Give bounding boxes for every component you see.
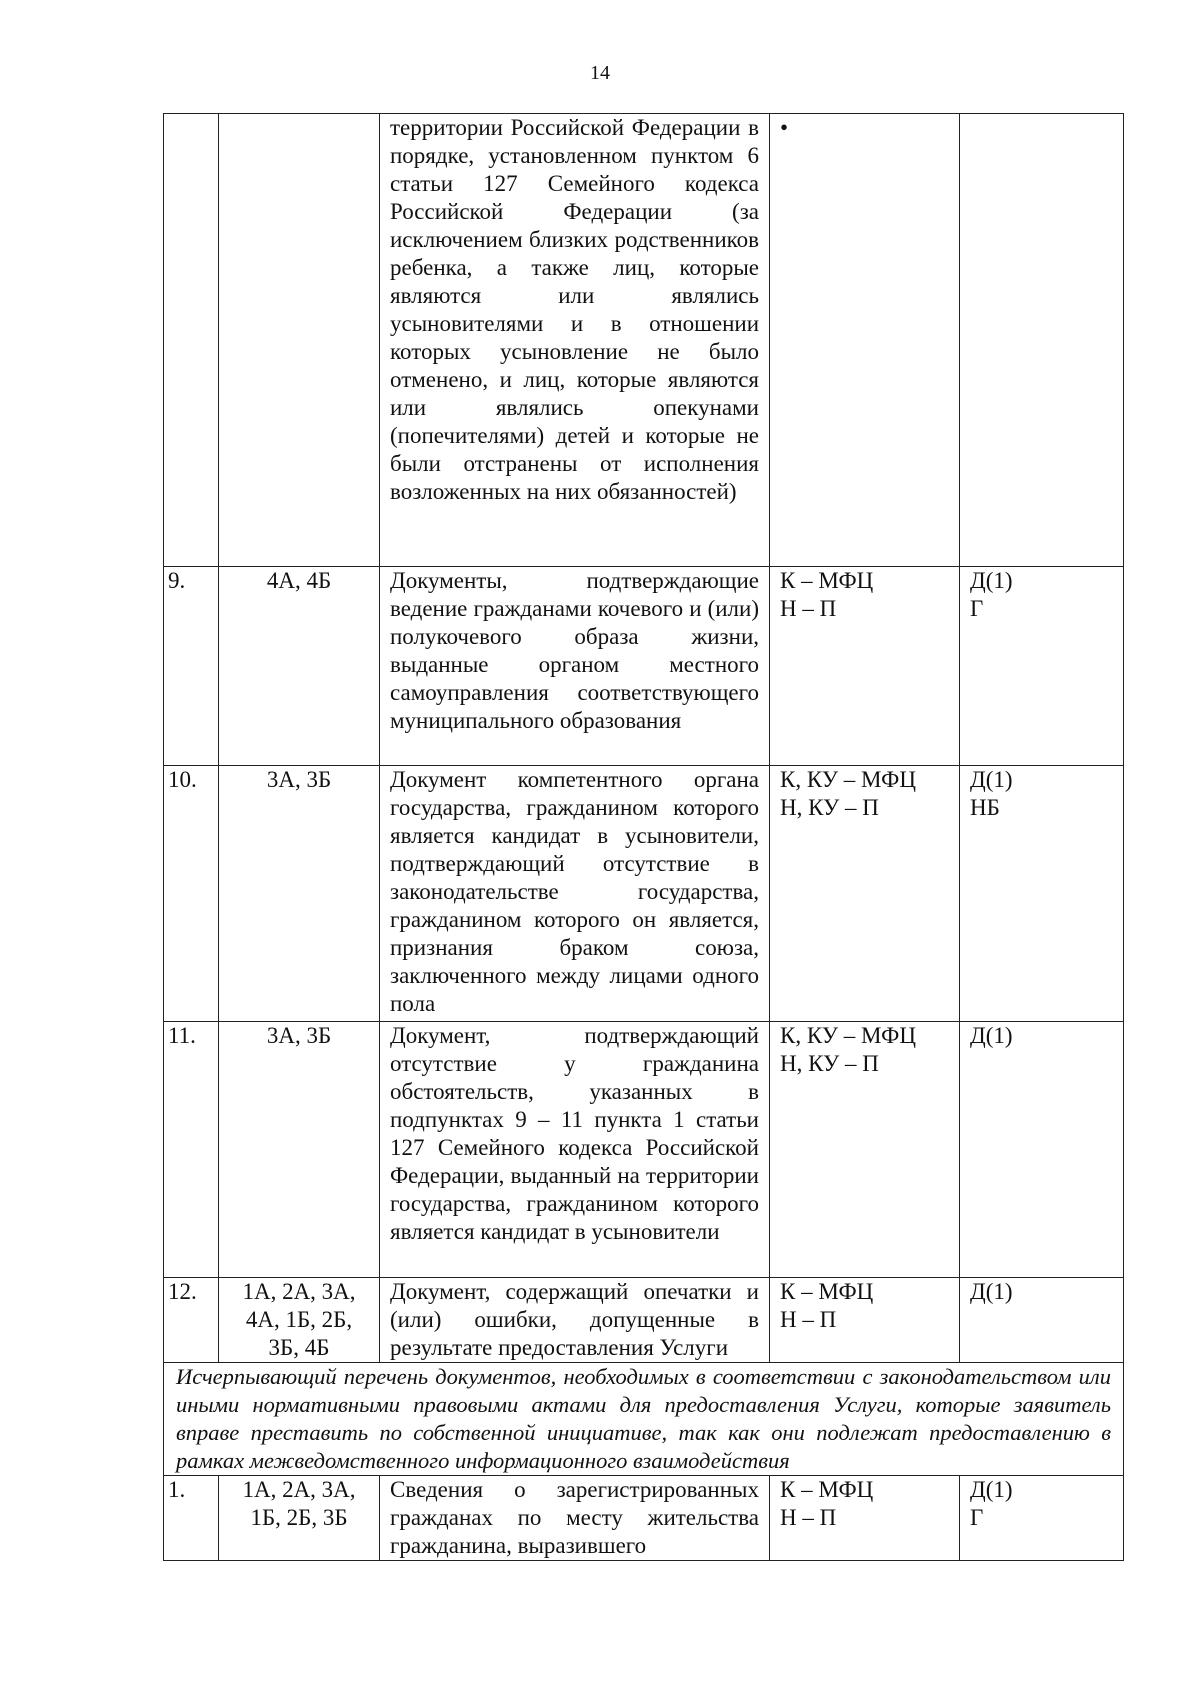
table-row <box>164 1476 1124 1561</box>
document-form <box>960 766 1124 1022</box>
table-row <box>164 1278 1124 1363</box>
table-row <box>164 114 1124 567</box>
submission-method <box>770 114 960 567</box>
document-form <box>960 567 1124 766</box>
form-line: Д(1) <box>970 1279 1013 1304</box>
document-description: Сведения о зарегистрированных гражданах по месту жительства гражданина, выразившего <box>380 1476 770 1561</box>
form-line: Г <box>970 1505 984 1530</box>
submission-line: К – МФЦ <box>780 568 874 593</box>
applicant-categories <box>219 567 380 766</box>
submission-line: К – МФЦ <box>780 1477 874 1502</box>
submission-line: Н, КУ – П <box>780 1051 879 1076</box>
submission-line: К, КУ – МФЦ <box>780 767 916 792</box>
document-form <box>960 1278 1124 1363</box>
form-line: НБ <box>970 795 1000 820</box>
documents-table-body-part2 <box>164 1476 1124 1561</box>
applicant-categories <box>219 114 380 567</box>
category-line: 1А, 2А, 3А, <box>242 1279 356 1304</box>
row-number: 11. <box>164 1022 219 1278</box>
submission-line: • <box>780 115 789 140</box>
submission-line: Н – П <box>780 596 837 621</box>
section-note: Исчерпывающий перечень документов, необходимых в соответствии с законодательством или иными нормативными правовыми актами для предоставления Услуги, которые заявитель вправе преставить по собственной инициативе, так как они подлежат предоставлению в рамках межведомственного информационного взаимодействия <box>164 1363 1124 1476</box>
category-line: 1А, 2А, 3А, <box>242 1477 356 1502</box>
submission-method <box>770 1476 960 1561</box>
document-form <box>960 1476 1124 1561</box>
row-number <box>164 114 219 567</box>
table-row <box>164 1022 1124 1278</box>
applicant-categories <box>219 1022 380 1278</box>
submission-method <box>770 1278 960 1363</box>
category-line: 3А, 3Б <box>266 1023 332 1048</box>
document-form <box>960 1022 1124 1278</box>
submission-line: Н, КУ – П <box>780 795 879 820</box>
row-number: 10. <box>164 766 219 1022</box>
category-line: 3А, 3Б <box>266 767 332 792</box>
form-line: Д(1) <box>970 1023 1013 1048</box>
document-description: Документ компетентного органа государства, гражданином которого является кандидат в усыновители, подтверждающий отсутствие в законодательстве государства, гражданином которого он является, признания браком союза, заключенного между лицами одного пола <box>380 766 770 1022</box>
section-note-body <box>164 1363 1124 1476</box>
table-row <box>164 766 1124 1022</box>
applicant-categories <box>219 1476 380 1561</box>
document-description: Документ, подтверждающий отсутствие у гражданина обстоятельств, указанных в подпунктах 9 – 11 пункта 1 статьи 127 Семейного кодекса Российской Федерации, выданный на территории государства, гражданином которого является кандидат в усыновители <box>380 1022 770 1278</box>
table-row <box>164 567 1124 766</box>
page-number: 14 <box>590 62 610 84</box>
row-number: 12. <box>164 1278 219 1363</box>
submission-method <box>770 1022 960 1278</box>
document-form <box>960 114 1124 567</box>
submission-line: Н – П <box>780 1505 837 1530</box>
submission-method <box>770 567 960 766</box>
applicant-categories <box>219 1278 380 1363</box>
category-line: 3Б, 4Б <box>268 1335 330 1360</box>
submission-line: Н – П <box>780 1307 837 1332</box>
applicant-categories <box>219 766 380 1022</box>
form-line: Д(1) <box>970 1477 1013 1502</box>
submission-line: К, КУ – МФЦ <box>780 1023 916 1048</box>
category-line: 1Б, 2Б, 3Б <box>250 1505 348 1530</box>
category-line: 4А, 4Б <box>266 568 332 593</box>
submission-line: К – МФЦ <box>780 1279 874 1304</box>
form-line: Г <box>970 596 984 621</box>
documents-table-body-part1 <box>164 114 1124 1363</box>
submission-method <box>770 766 960 1022</box>
row-number: 9. <box>164 567 219 766</box>
form-line: Д(1) <box>970 767 1013 792</box>
documents-table <box>163 113 1124 1561</box>
document-description: Документы, подтверждающие ведение гражданами кочевого и (или) полукочевого образа жизни, выданные органом местного самоуправления соответствующего муниципального образования <box>380 567 770 766</box>
section-note-row <box>164 1363 1124 1476</box>
form-line: Д(1) <box>970 568 1013 593</box>
row-number: 1. <box>164 1476 219 1561</box>
document-description: территории Российской Федерации в порядке, установленном пунктом 6 статьи 127 Семейного кодекса Российской Федерации (за исключением близких родственников ребенка, а также лиц, которые являются или являлись усыновителями и в отношении которых усыновление не было отменено, и лиц, которые являются или являлись опекунами (попечителями) детей и которые не были отстранены от исполнения возложенных на них обязанностей) <box>380 114 770 567</box>
document-description: Документ, содержащий опечатки и (или) ошибки, допущенные в результате предоставления Услуги <box>380 1278 770 1363</box>
category-line: 4А, 1Б, 2Б, <box>245 1307 353 1332</box>
